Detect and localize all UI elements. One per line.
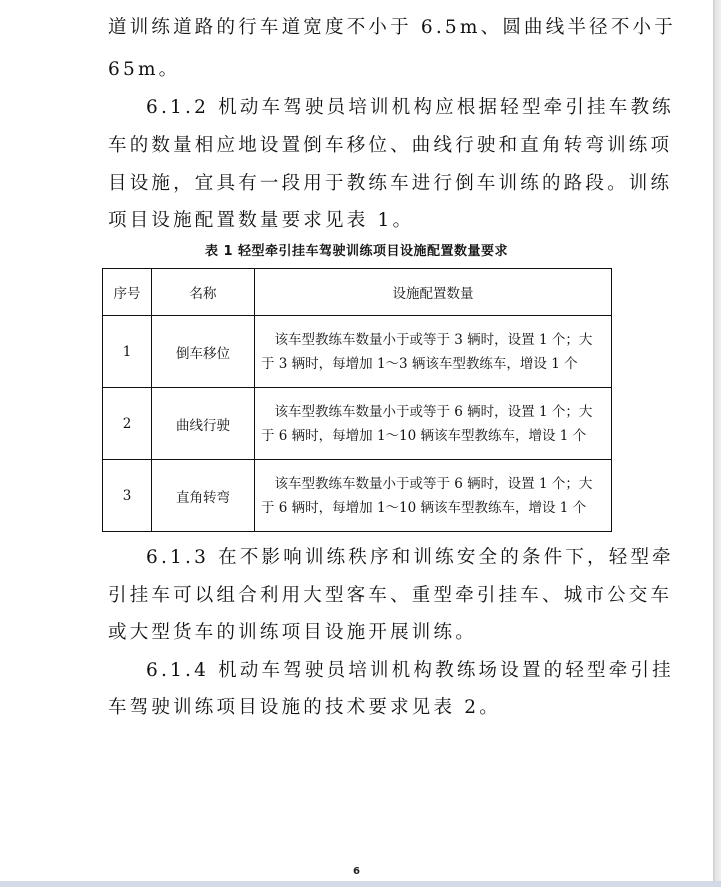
table-row bbox=[103, 316, 612, 388]
desc-line: 于 6 辆时，每增加 1～10 辆该车型教练车，增设 1 个 bbox=[261, 427, 587, 444]
desc-line: 该车型教练车数量小于或等于 6 辆时，设置 1 个；大 bbox=[261, 475, 593, 492]
vertical-scrollbar[interactable] bbox=[713, 0, 721, 881]
desc-line: 该车型教练车数量小于或等于 3 辆时，设置 1 个；大 bbox=[261, 331, 593, 348]
cell-desc bbox=[255, 388, 612, 460]
paragraph-line: 65m。 bbox=[108, 59, 181, 80]
cell-no: 3 bbox=[103, 460, 152, 532]
table-1 bbox=[102, 268, 612, 532]
paragraph-line: 或大型货车的训练项目设施开展训练。 bbox=[108, 622, 477, 643]
table-row bbox=[103, 460, 612, 532]
paragraph-line: 项目设施配置数量要求见表 1。 bbox=[108, 210, 415, 231]
paragraph-line: 车的数量相应地设置倒车移位、曲线行驶和直角转弯训练项 bbox=[108, 135, 673, 156]
clause-6-1-2: 6.1.2 机动车驾驶员培训机构应根据轻型牵引挂车教练 bbox=[146, 97, 674, 118]
cell-desc bbox=[255, 460, 612, 532]
paragraph-line: 目设施，宜具有一段用于教练车进行倒车训练的路段。训练 bbox=[108, 173, 673, 194]
desc-line: 该车型教练车数量小于或等于 6 辆时，设置 1 个；大 bbox=[261, 403, 593, 420]
cell-name: 倒车移位 bbox=[152, 316, 255, 388]
paragraph-line: 道训练道路的行车道宽度不小于 6.5m、圆曲线半径不小于 bbox=[108, 17, 676, 38]
cell-name: 曲线行驶 bbox=[152, 388, 255, 460]
paragraph-line: 车驾驶训练项目设施的技术要求见表 2。 bbox=[108, 697, 501, 718]
header-name: 名称 bbox=[152, 269, 255, 316]
paragraph-line: 引挂车可以组合利用大型客车、重型牵引挂车、城市公交车 bbox=[108, 585, 673, 606]
viewer-bottom-bar bbox=[0, 881, 721, 887]
table-header-row bbox=[103, 269, 612, 316]
cell-no: 1 bbox=[103, 316, 152, 388]
table-row bbox=[103, 388, 612, 460]
table-caption: 表 1 轻型牵引挂车驾驶训练项目设施配置数量要求 bbox=[204, 244, 509, 259]
cell-name: 直角转弯 bbox=[152, 460, 255, 532]
cell-no: 2 bbox=[103, 388, 152, 460]
header-no: 序号 bbox=[103, 269, 152, 316]
clause-6-1-4: 6.1.4 机动车驾驶员培训机构教练场设置的轻型牵引挂 bbox=[146, 660, 674, 681]
page-number: 6 bbox=[353, 866, 360, 877]
clause-6-1-3: 6.1.3 在不影响训练秩序和训练安全的条件下，轻型牵 bbox=[146, 547, 674, 568]
header-quantity: 设施配置数量 bbox=[255, 269, 612, 316]
desc-line: 于 6 辆时，每增加 1～10 辆该车型教练车，增设 1 个 bbox=[261, 499, 587, 516]
desc-line: 于 3 辆时，每增加 1～3 辆该车型教练车，增设 1 个 bbox=[261, 355, 578, 372]
cell-desc bbox=[255, 316, 612, 388]
